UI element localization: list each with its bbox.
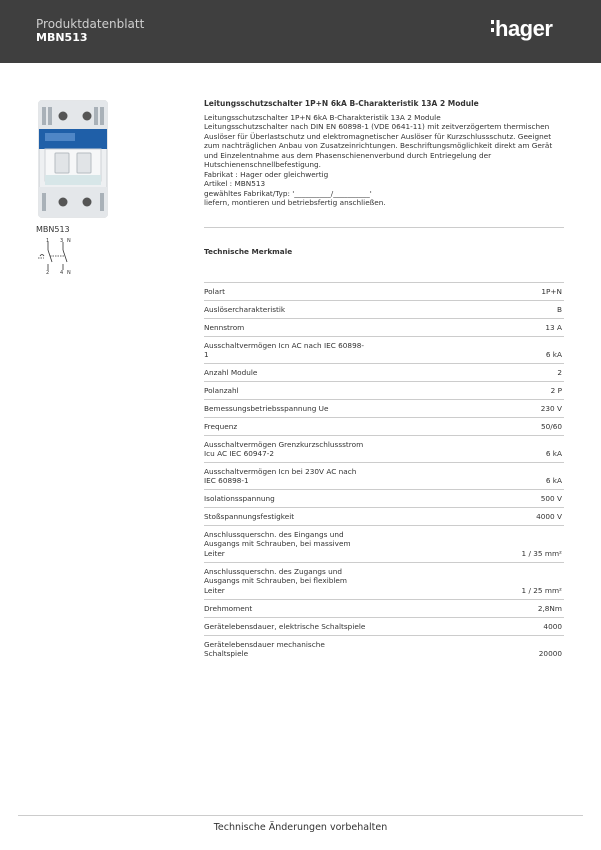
spec-value: 6 kA <box>545 449 562 458</box>
spec-table <box>204 282 564 662</box>
spec-row <box>204 300 564 318</box>
symbol-label-1: 1 <box>46 238 50 244</box>
spec-value: 1 / 25 mm² <box>521 586 562 595</box>
spec-row <box>204 282 564 300</box>
spec-value: 500 V <box>540 494 562 503</box>
spec-label: Stoßspannungsfestigkeit <box>204 512 295 521</box>
spec-label: Polanzahl <box>204 386 239 395</box>
spec-row <box>204 562 564 599</box>
spec-value: 230 V <box>540 404 562 413</box>
spec-value: 2 <box>557 368 562 377</box>
divider <box>204 227 564 228</box>
spec-label: Nennstrom <box>204 323 245 332</box>
spec-row <box>204 336 564 363</box>
product-image <box>37 99 109 219</box>
spec-row <box>204 599 564 617</box>
logo-colon-mark <box>491 20 494 24</box>
spec-label: Polart <box>204 287 225 296</box>
spec-row <box>204 381 564 399</box>
description-line: Auslöser für Überlastschutz und elektromagnetischer Auslöser für Kurzschlussschutz. Geeignet <box>204 131 552 141</box>
spec-value: 13 A <box>545 323 562 332</box>
description-line: Hutschienenschnellbefestigung. <box>204 160 321 169</box>
description-line: und Einzelentnahme aus dem Phasenschienenverbund durch Entriegelung der <box>204 150 492 160</box>
document-type: Produktdatenblatt <box>36 17 145 31</box>
spec-row <box>204 417 564 435</box>
symbol-label-2: 2 <box>46 270 50 274</box>
footer-note: Technische Änderungen vorbehalten <box>213 822 388 833</box>
spec-label: Anschlussquerschn. des Eingangs und Ausgangs mit Schrauben, bei massivem Leiter <box>204 530 351 558</box>
description-line: Leitungsschutzschalter 1P+N 6kA B-Charakteristik 13A 2 Module <box>204 112 441 122</box>
spec-row <box>204 435 564 462</box>
spec-value: 4000 <box>543 622 562 631</box>
document-code: MBN513 <box>36 31 88 44</box>
spec-label: Bemessungsbetriebsspannung Ue <box>204 404 329 413</box>
symbol-label-n-top: N <box>67 238 71 244</box>
hager-logo <box>491 16 552 42</box>
spec-label: Gerätelebensdauer, elektrische Schaltspiele <box>204 622 366 631</box>
spec-row <box>204 318 564 336</box>
logo-text: hager <box>495 16 553 41</box>
spec-value: 6 kA <box>545 350 562 359</box>
footer-divider <box>18 815 583 816</box>
description-line: Artikel : MBN513 <box>204 179 266 188</box>
symbol-label-4: 4 <box>60 270 64 274</box>
spec-label: Ausschaltvermögen Icn bei 230V AC nach IEC 60898-1 <box>204 467 357 486</box>
spec-label: Ausschaltvermögen Grenzkurzschlussstrom Icu AC IEC 60947-2 <box>204 440 364 459</box>
spec-value: 20000 <box>538 649 562 658</box>
description-line: zum nachträglichen Anbau von Zusatzeinrichtungen. Beschriftungsmöglichkeit direkt am Gerät <box>204 141 553 150</box>
symbol-label-3: 3 <box>60 238 64 244</box>
spec-label: Anschlussquerschn. des Zugangs und Ausgangs mit Schrauben, bei flexiblem Leiter <box>204 567 347 595</box>
spec-value: B <box>556 305 562 314</box>
spec-row <box>204 462 564 489</box>
spec-value: 50/60 <box>540 422 562 431</box>
description-line: gewähltes Fabrikat/Typ: '__________/__________' <box>204 188 372 198</box>
spec-row <box>204 399 564 417</box>
spec-label: Ausschaltvermögen Icn AC nach IEC 60898- 1 <box>204 341 364 360</box>
product-image-caption: MBN513 <box>36 225 70 234</box>
spec-value: 2,8Nm <box>537 604 562 613</box>
spec-label: Gerätelebensdauer mechanische Schaltspiele <box>204 640 325 659</box>
spec-value: 4000 V <box>536 512 562 521</box>
circuit-symbol-icon <box>36 236 76 274</box>
spec-value: 2 P <box>550 386 562 395</box>
spec-value: 6 kA <box>545 476 562 485</box>
section-title-technical: Technische Merkmale <box>204 247 293 256</box>
spec-label: Frequenz <box>204 422 238 431</box>
spec-label: Drehmoment <box>204 604 253 613</box>
spec-label: Isolationsspannung <box>204 494 275 503</box>
description-line: Fabrikat : Hager oder gleichwertig <box>204 169 329 179</box>
spec-value: 1 / 35 mm² <box>521 549 562 558</box>
symbol-label-n-bottom: N <box>67 270 71 274</box>
spec-row <box>204 489 564 507</box>
spec-row <box>204 635 564 662</box>
spec-label: Auslösercharakteristik <box>204 305 286 314</box>
description-line: liefern, montieren und betriebsfertig anschließen. <box>204 198 386 207</box>
description-line: Leitungsschutzschalter nach DIN EN 60898-1 (VDE 0641-11) mit zeitverzögertem thermischen <box>204 122 550 131</box>
spec-value: 1P+N <box>541 287 562 296</box>
spec-row <box>204 507 564 525</box>
page-header <box>0 0 601 63</box>
product-title: Leitungsschutzschalter 1P+N 6kA B-Charakteristik 13A 2 Module <box>204 99 479 108</box>
spec-row <box>204 525 564 562</box>
product-description <box>204 99 564 208</box>
spec-row <box>204 617 564 635</box>
spec-row <box>204 363 564 381</box>
spec-label: Anzahl Module <box>204 368 258 377</box>
